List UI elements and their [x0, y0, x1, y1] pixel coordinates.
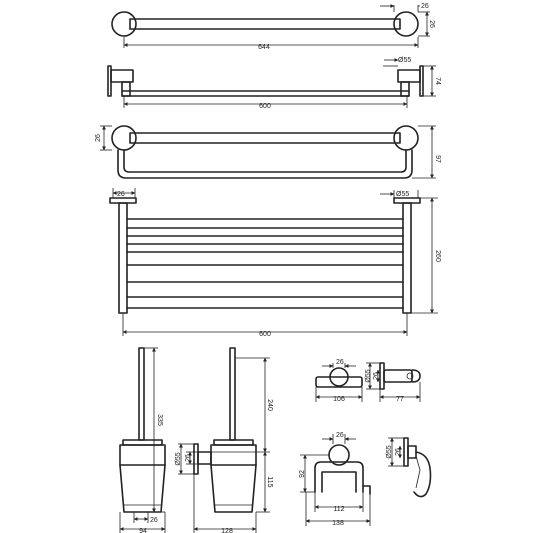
right-rosette	[394, 12, 418, 36]
rail-bar	[130, 19, 400, 29]
dim-74: 74	[434, 77, 441, 85]
dim-26-brush-right: 26	[185, 454, 192, 462]
dim-112: 112	[333, 506, 345, 513]
rack-right-post	[403, 203, 411, 313]
dim-600-upper: 600	[259, 103, 271, 110]
dim-138: 138	[332, 520, 344, 527]
robe-hook-views	[316, 359, 420, 403]
u-bar	[118, 150, 412, 178]
towel-rail-top-view	[112, 3, 435, 51]
towel-rack-view	[110, 188, 441, 338]
toilet-brush-left	[120, 348, 165, 533]
brush-handle-right	[230, 348, 235, 440]
dim-diameter-55-hook: Ø55	[365, 369, 372, 383]
dim-26-hook-side: 26	[373, 372, 380, 380]
right-post	[398, 70, 420, 82]
dim-106: 106	[333, 396, 345, 403]
dim-260: 260	[434, 250, 441, 262]
dim-26-holder-top: 26	[336, 432, 344, 439]
hook-side-body	[384, 370, 412, 382]
left-post	[111, 70, 133, 82]
dim-diameter-55-upper: Ø55	[398, 57, 412, 64]
shelf-u-rail-view	[95, 126, 441, 178]
dim-diameter-55-brush: Ø55	[175, 452, 182, 466]
paper-holder-views	[299, 432, 431, 527]
left-rosette-u	[112, 126, 136, 150]
dim-77: 77	[396, 396, 404, 403]
toilet-brush-right	[175, 348, 273, 533]
dim-94: 94	[139, 528, 147, 533]
dim-97: 97	[434, 155, 441, 163]
rack-left-post	[119, 203, 127, 313]
dim-diameter-55-rack: Ø55	[396, 191, 410, 198]
dim-600-lower: 600	[259, 331, 271, 338]
dim-115: 115	[266, 476, 273, 488]
dim-26-top: 26	[421, 3, 429, 10]
dim-26-holder-side: 26	[395, 448, 402, 456]
left-rosette	[112, 12, 136, 36]
dim-diameter-55-holder: Ø55	[386, 445, 393, 459]
dim-644: 644	[258, 44, 270, 51]
dim-26-brush-left: 26	[150, 517, 158, 524]
dim-335: 335	[156, 414, 163, 426]
dim-240: 240	[266, 399, 273, 411]
dim-26-rack: 26	[117, 191, 125, 198]
dim-26-side: 26	[428, 20, 435, 28]
dim-92: 92	[299, 470, 306, 478]
rack-bars	[127, 219, 403, 308]
brush-handle-left	[139, 348, 144, 440]
right-rosette-u	[394, 126, 418, 150]
dim-26-hook-top: 26	[336, 359, 344, 366]
rail-with-posts-front-view	[108, 57, 441, 110]
dim-26-u: 26	[95, 134, 102, 142]
dim-128: 128	[221, 528, 233, 533]
